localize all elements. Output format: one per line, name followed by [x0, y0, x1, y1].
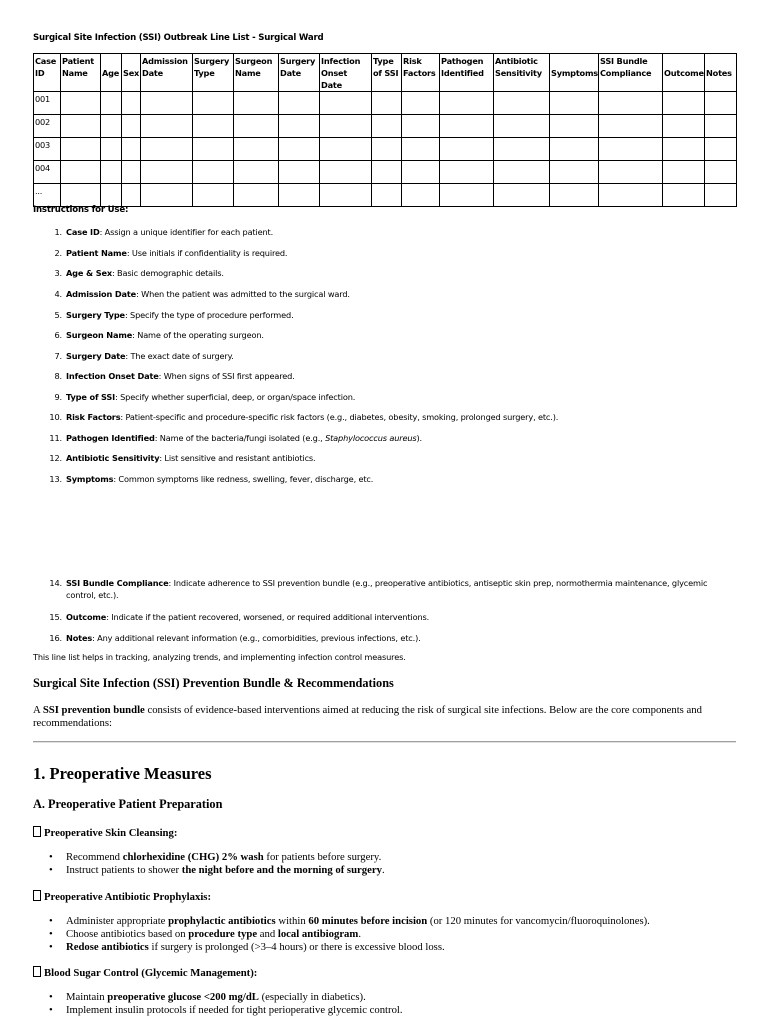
table-cell [193, 115, 234, 138]
table-cell [141, 92, 193, 115]
table-cell [494, 138, 550, 161]
table-cell [599, 115, 663, 138]
instruction-text: Case ID: Assign a unique identifier for each patient. [66, 227, 274, 237]
column-header: Antibiotic Sensitivity [494, 54, 550, 92]
bullet-text: Choose antibiotics based on procedure type and local antibiogram. [66, 928, 361, 940]
table-cell [372, 115, 402, 138]
column-header: Patient Name [61, 54, 101, 92]
bullet-text: Implement insulin protocols if needed for tight perioperative glycemic control. [66, 1004, 403, 1016]
section-title: 1. Preoperative Measures [33, 764, 212, 783]
table-cell [101, 92, 122, 115]
checkbox-icon [33, 890, 41, 901]
table-cell [234, 92, 279, 115]
table-cell [599, 161, 663, 184]
table-header-row [34, 54, 737, 92]
table-cell [402, 115, 440, 138]
table-cell [705, 161, 737, 184]
table-cell [279, 184, 320, 207]
table-cell [122, 161, 141, 184]
bullet-text: Administer appropriate prophylactic antibiotics within 60 minutes before incision (or 120 minutes for vancomycin/fluoroquinolones). [66, 915, 650, 927]
table-cell [61, 161, 101, 184]
table-cell [141, 161, 193, 184]
instruction-number: 3. [54, 268, 62, 278]
table-cell [279, 92, 320, 115]
table-cell [663, 184, 705, 207]
bullet-icon: • [49, 864, 53, 876]
table-cell [599, 92, 663, 115]
table-cell [234, 138, 279, 161]
document-title: Surgical Site Infection (SSI) Outbreak Line List - Surgical Ward [33, 33, 324, 43]
table-cell [440, 138, 494, 161]
table-row [34, 161, 737, 184]
instruction-number: 10. [49, 412, 62, 422]
instruction-text: Surgery Date: The exact date of surgery. [66, 351, 234, 361]
bullet-icon: • [49, 941, 53, 953]
recommendation-group-title: Preoperative Antibiotic Prophylaxis: [33, 890, 211, 903]
table-cell [402, 184, 440, 207]
column-header: Type of SSI [372, 54, 402, 92]
table-cell [599, 184, 663, 207]
table-cell [122, 92, 141, 115]
table-cell [320, 115, 372, 138]
table-cell [122, 138, 141, 161]
instruction-number: 11. [49, 433, 62, 443]
table-cell [279, 115, 320, 138]
instruction-number: 8. [54, 371, 62, 381]
instruction-text: Infection Onset Date: When signs of SSI first appeared. [66, 371, 295, 381]
instruction-number: 14. [49, 578, 62, 588]
recommendation-group-title: Preoperative Skin Cleansing: [33, 826, 177, 839]
table-cell [61, 115, 101, 138]
bullet-text: Recommend chlorhexidine (CHG) 2% wash for patients before surgery. [66, 851, 382, 863]
instruction-text: Patient Name: Use initials if confidentiality is required. [66, 248, 288, 258]
case-id-cell: 004 [34, 161, 61, 184]
table-cell [705, 92, 737, 115]
column-header: Outcome [663, 54, 705, 92]
instruction-text: Symptoms: Common symptoms like redness, swelling, fever, discharge, etc. [66, 474, 374, 484]
column-header: Admission Date [141, 54, 193, 92]
column-header: SSI Bundle Compliance [599, 54, 663, 92]
instruction-text: Notes: Any additional relevant information (e.g., comorbidities, previous infections, etc.). [66, 633, 421, 643]
table-cell [320, 184, 372, 207]
table-cell [494, 161, 550, 184]
table-cell [372, 161, 402, 184]
table-cell [402, 138, 440, 161]
checkbox-icon [33, 826, 41, 837]
table-cell [61, 138, 101, 161]
instruction-text: Risk Factors: Patient-specific and procedure-specific risk factors (e.g., diabetes, obesity, smoking, prolonged surgery, etc.). [66, 412, 559, 422]
column-header: Sex [122, 54, 141, 92]
table-cell [234, 115, 279, 138]
table-cell [234, 184, 279, 207]
column-header: Symptoms [550, 54, 599, 92]
column-header: Pathogen Identified [440, 54, 494, 92]
table-cell [193, 161, 234, 184]
table-cell [101, 161, 122, 184]
table-cell [705, 184, 737, 207]
bullet-icon: • [49, 991, 53, 1003]
bundle-intro: A SSI prevention bundle consists of evidence-based interventions aimed at reducing the risk of surgical site infections. Below are the core components and recommendations: [33, 704, 702, 729]
table-cell [320, 138, 372, 161]
subsection-title: A. Preoperative Patient Preparation [33, 797, 223, 811]
instruction-number: 12. [49, 453, 62, 463]
line-list-footnote: This line list helps in tracking, analyzing trends, and implementing infection control measures. [33, 652, 406, 662]
bundle-title: Surgical Site Infection (SSI) Prevention Bundle & Recommendations [33, 676, 394, 690]
table-row [34, 138, 737, 161]
instruction-number: 4. [54, 289, 62, 299]
table-cell [705, 115, 737, 138]
table-cell [494, 184, 550, 207]
table-cell [494, 115, 550, 138]
column-header: Surgeon Name [234, 54, 279, 92]
table-cell [550, 184, 599, 207]
bullet-text: Maintain preoperative glucose <200 mg/dL (especially in diabetics). [66, 991, 366, 1003]
table-cell [193, 184, 234, 207]
bullet-text: Redose antibiotics if surgery is prolonged (>3–4 hours) or there is excessive blood loss. [66, 941, 445, 953]
table-cell [372, 138, 402, 161]
table-cell [372, 92, 402, 115]
instruction-text: Antibiotic Sensitivity: List sensitive and resistant antibiotics. [66, 453, 316, 463]
bullet-icon: • [49, 915, 53, 927]
instruction-text: Surgery Type: Specify the type of procedure performed. [66, 310, 294, 320]
bullet-icon: • [49, 851, 53, 863]
table-row [34, 184, 737, 207]
table-cell [193, 92, 234, 115]
instruction-text: Outcome: Indicate if the patient recovered, worsened, or required additional interventions. [66, 612, 430, 622]
bullet-icon: • [49, 928, 53, 940]
table-row [34, 92, 737, 115]
instruction-number: 1. [54, 227, 62, 237]
column-header: Notes [705, 54, 737, 92]
case-id-cell: ... [34, 184, 61, 207]
table-cell [234, 161, 279, 184]
table-cell [550, 92, 599, 115]
table-cell [550, 161, 599, 184]
instructions-heading: Instructions for Use: [33, 205, 129, 215]
column-header: Surgery Date [279, 54, 320, 92]
recommendation-group-title: Blood Sugar Control (Glycemic Management): [33, 966, 257, 979]
table-cell [440, 115, 494, 138]
table-cell [663, 92, 705, 115]
table-cell [440, 161, 494, 184]
table-cell [663, 115, 705, 138]
instruction-number: 16. [49, 633, 62, 643]
case-id-cell: 002 [34, 115, 61, 138]
table-cell [550, 115, 599, 138]
instruction-text: Admission Date: When the patient was admitted to the surgical ward. [66, 289, 350, 299]
instruction-number: 15. [49, 612, 62, 622]
table-cell [550, 138, 599, 161]
table-cell [122, 184, 141, 207]
instruction-text: Surgeon Name: Name of the operating surgeon. [66, 330, 264, 340]
column-header: Age [101, 54, 122, 92]
column-header: Infection Onset Date [320, 54, 372, 92]
table-cell [663, 138, 705, 161]
instruction-text: Type of SSI: Specify whether superficial, deep, or organ/space infection. [66, 392, 356, 402]
table-cell [61, 184, 101, 207]
table-cell [705, 138, 737, 161]
table-cell [372, 184, 402, 207]
case-id-cell: 003 [34, 138, 61, 161]
instruction-text: SSI Bundle Compliance: Indicate adherence to SSI prevention bundle (e.g., preoperative antibiotics, antiseptic skin prep, normothermia maintenance, glycemic control, etc.). [66, 578, 708, 600]
table-cell [320, 92, 372, 115]
table-cell [402, 161, 440, 184]
instruction-number: 2. [54, 248, 62, 258]
table-row [34, 115, 737, 138]
table-body [34, 92, 737, 207]
instruction-number: 13. [49, 474, 62, 484]
table-cell [663, 161, 705, 184]
instruction-number: 5. [54, 310, 62, 320]
table-cell [402, 92, 440, 115]
table-cell [440, 184, 494, 207]
table-cell [141, 115, 193, 138]
table-cell [279, 161, 320, 184]
table-cell [141, 184, 193, 207]
table-cell [141, 138, 193, 161]
instruction-number: 7. [54, 351, 62, 361]
table-cell [320, 161, 372, 184]
table-cell [279, 138, 320, 161]
table-cell [101, 115, 122, 138]
bullet-icon: • [49, 1004, 53, 1016]
instruction-text: Pathogen Identified: Name of the bacteria/fungi isolated (e.g., Staphylococcus aureus). [66, 433, 423, 443]
column-header: Case ID [34, 54, 61, 92]
case-id-cell: 001 [34, 92, 61, 115]
table-cell [101, 184, 122, 207]
table-cell [122, 115, 141, 138]
instruction-number: 6. [54, 330, 62, 340]
table-cell [61, 92, 101, 115]
table-cell [101, 138, 122, 161]
table-cell [494, 92, 550, 115]
table-cell [599, 138, 663, 161]
table-cell [440, 92, 494, 115]
line-list-table [33, 53, 737, 207]
column-header: Surgery Type [193, 54, 234, 92]
checkbox-icon [33, 966, 41, 977]
table-cell [193, 138, 234, 161]
instruction-text: Age & Sex: Basic demographic details. [66, 268, 224, 278]
instruction-number: 9. [54, 392, 62, 402]
horizontal-divider [33, 741, 736, 743]
bullet-text: Instruct patients to shower the night before and the morning of surgery. [66, 864, 385, 876]
column-header: Risk Factors [402, 54, 440, 92]
